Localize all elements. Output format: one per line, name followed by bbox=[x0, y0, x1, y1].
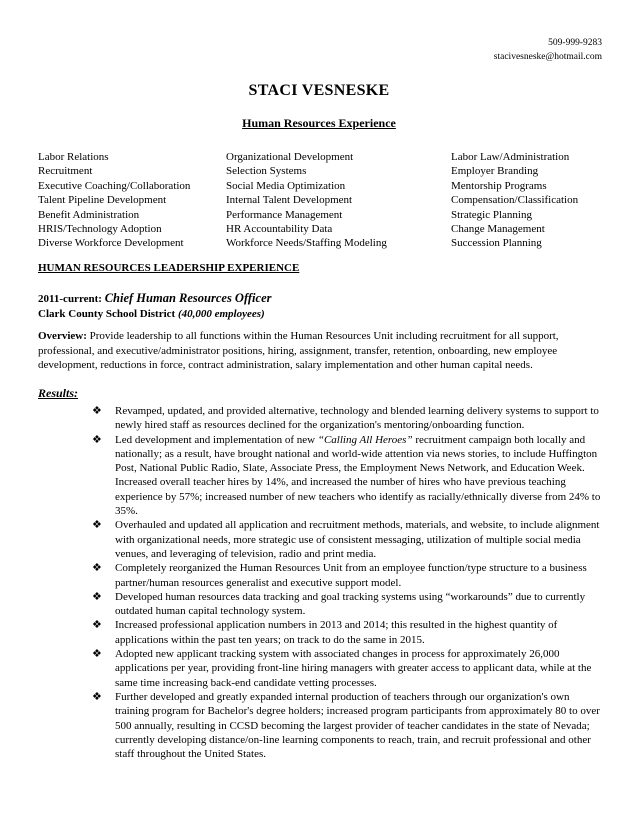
diamond-bullet-icon: ❖ bbox=[92, 619, 102, 632]
role-employee-count: (40,000 employees) bbox=[177, 308, 265, 320]
section-heading: HUMAN RESOURCES LEADERSHIP EXPERIENCE bbox=[38, 262, 300, 274]
diamond-bullet-icon: ❖ bbox=[92, 405, 102, 417]
list-item: ❖ Adopted new applicant tracking system with associated changes in process for approximately 26,000 applications per year, providing front-line hiring managers with greater access to applicant data, while at the same time increasing back-end candidate vetting processes. bbox=[92, 648, 592, 689]
role-title: Chief Human Resources Officer bbox=[104, 291, 272, 305]
candidate-name: STACI VESNESKE bbox=[248, 82, 390, 99]
skill-item: Workforce Needs/Staffing Modeling bbox=[226, 237, 387, 250]
skill-item: Labor Law/Administration bbox=[451, 151, 570, 163]
skills-column-2 bbox=[226, 150, 387, 251]
phone-number: 509-999-9283 bbox=[548, 38, 602, 48]
skill-item: Mentorship Programs bbox=[451, 179, 547, 192]
skills-column-1 bbox=[38, 150, 190, 251]
skill-item: Strategic Planning bbox=[451, 208, 532, 221]
skill-item: HR Accountability Data bbox=[226, 223, 333, 236]
contact-block bbox=[494, 36, 602, 64]
skill-item: Executive Coaching/Collaboration bbox=[38, 179, 191, 192]
skill-item: Recruitment bbox=[38, 165, 93, 178]
skill-item: Diverse Workforce Development bbox=[38, 237, 184, 250]
skill-item: Employer Branding bbox=[451, 165, 539, 178]
campaign-name: “Calling All Heroes” bbox=[317, 433, 413, 446]
experience-subtitle: Human Resources Experience bbox=[242, 116, 396, 130]
role-employer: Clark County School District bbox=[38, 308, 176, 320]
diamond-bullet-icon: ❖ bbox=[92, 433, 102, 446]
results-list bbox=[92, 404, 606, 761]
diamond-bullet-icon: ❖ bbox=[92, 519, 102, 532]
skill-item: Selection Systems bbox=[226, 165, 307, 178]
list-item: ❖ Revamped, updated, and provided alternative, technology and blended learning delivery systems to support to newly hired staff as resources declined for the organization's mentoring/onboarding function. bbox=[92, 405, 599, 432]
skill-item: Performance Management bbox=[226, 208, 343, 221]
list-item: ❖ Increased professional application numbers in 2013 and 2014; this resulted in the highest quantity of applications within the past ten years; on track to do the same in 2015. bbox=[92, 619, 558, 646]
diamond-bullet-icon: ❖ bbox=[92, 648, 102, 661]
list-item: ❖ Overhauled and updated all application and recruitment methods, materials, and website, to include alignment with organizational needs, more strategic use of consistent messaging, utilization of multiple social media venues, and leveraging of television, radio and print media. bbox=[92, 519, 600, 560]
skill-item: Benefit Administration bbox=[38, 208, 140, 221]
overview-label: Overview: bbox=[38, 330, 87, 342]
diamond-bullet-icon: ❖ bbox=[92, 590, 102, 603]
email-address: stacivesneske@hotmail.com bbox=[493, 52, 602, 62]
results-heading: Results: bbox=[38, 386, 79, 400]
list-item: ❖ Led development and implementation of new “Calling All Heroes” recruitment campaign both locally and nationally; as a result, have brought national and world-wide attention via news stories, to include Huffington Post, National Public Radio, Slate, Associate Press, the Employment News Network, and Education Week. Increased overall teacher hires by 14%, and increased the number of hires who have previous teaching experience by 57%; increased number of new teachers who identify as racially/ethnically diverse from 24% to 35%. bbox=[92, 433, 601, 518]
list-item: ❖ Further developed and greatly expanded internal production of teachers through our organization's own training program for Bachelor's degree holders; increased program participants from approximately 80 to over 500 annually, resulting in CCSD becoming the largest provider of teacher candidates in the state of Nevada; currently developing distance/on-line learning components to reach, train, and recruit professional and other staff throughout the United States. bbox=[92, 690, 600, 761]
skill-item: Talent Pipeline Development bbox=[38, 194, 167, 207]
skill-item: Social Media Optimization bbox=[226, 179, 346, 192]
role-header bbox=[38, 291, 272, 322]
skill-item: Change Management bbox=[451, 223, 545, 236]
list-item: ❖ Developed human resources data tracking and goal tracking systems using “workarounds” due to currently outdated human capital technology system. bbox=[92, 590, 586, 618]
list-item: ❖ Completely reorganized the Human Resources Unit from an employee function/type structure to a business partner/human resources generalist and executive support model. bbox=[92, 562, 587, 589]
overview-paragraph bbox=[38, 329, 604, 373]
role-dates: 2011-current: bbox=[38, 293, 102, 305]
skill-item: Compensation/Classification bbox=[451, 194, 579, 207]
skill-item: Internal Talent Development bbox=[226, 194, 353, 207]
skills-column-3 bbox=[451, 150, 578, 251]
diamond-bullet-icon: ❖ bbox=[92, 690, 102, 703]
skill-item: Organizational Development bbox=[226, 151, 354, 163]
overview-text: Provide leadership to all functions within the Human Resources Unit including recruitment for all support, professional, and executive/administrator positions, hiring, assignment, transfer, retention, onboarding, new employee development, reductions in force, contract administration, salary implementation and other human capital needs. bbox=[38, 330, 559, 372]
skill-item: HRIS/Technology Adoption bbox=[38, 223, 162, 236]
skill-item: Succession Planning bbox=[451, 237, 542, 250]
skill-item: Labor Relations bbox=[38, 151, 109, 163]
diamond-bullet-icon: ❖ bbox=[92, 562, 102, 575]
